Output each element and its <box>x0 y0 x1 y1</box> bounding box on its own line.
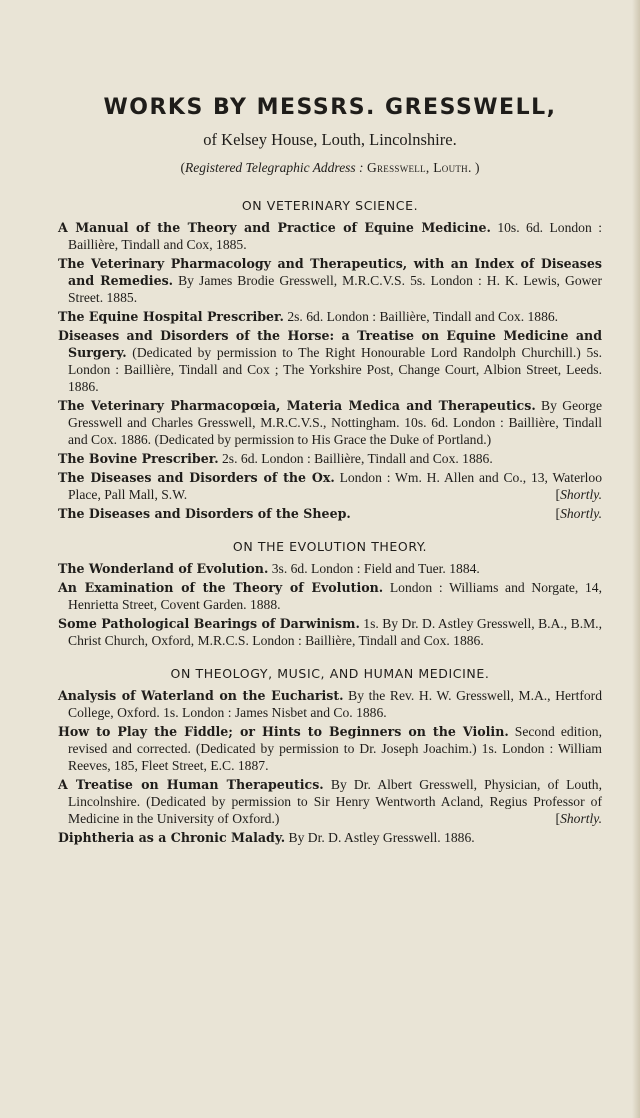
book-details: 2s. 6d. London : Baillière, Tindall and Cox. 1886. <box>283 309 559 324</box>
book-entry <box>58 255 602 306</box>
book-entry <box>58 327 602 395</box>
book-title: A Treatise on Human Therapeutics. <box>58 777 324 792</box>
book-title: The Diseases and Disorders of the Ox. <box>58 470 335 485</box>
book-entry <box>58 687 602 721</box>
book-title: Some Pathological Bearings of Darwinism. <box>58 616 360 631</box>
book-details: London : Williams and Norgate, 14, Henrietta Street, Covent Garden. 1888. <box>68 580 602 612</box>
telegraphic-address <box>58 160 602 176</box>
section-heading: ON VETERINARY SCIENCE. <box>241 198 419 213</box>
book-title: The Bovine Prescriber. <box>58 451 219 466</box>
book-title: The Equine Hospital Prescriber. <box>58 309 284 324</box>
page-title: WORKS BY MESSRS. GRESSWELL, <box>103 95 557 120</box>
book-entry <box>58 723 602 774</box>
book-title: A Manual of the Theory and Practice of Equine Medicine. <box>58 220 491 235</box>
book-title: Diphtheria as a Chronic Malady. <box>58 830 286 845</box>
book-entry <box>58 560 602 577</box>
book-entry <box>58 397 602 448</box>
book-entry <box>58 615 602 649</box>
sections-container <box>58 198 602 846</box>
page-edge-shadow <box>632 0 640 1118</box>
telegraphic-open-paren: ( <box>180 160 185 175</box>
book-details: 3s. 6d. London : Field and Tuer. 1884. <box>268 561 480 576</box>
book-entry <box>58 308 602 325</box>
book-title: The Veterinary Pharmacopœia, Materia Medica and Therapeutics. <box>58 398 536 413</box>
section-1 <box>58 539 602 649</box>
page-subtitle: of Kelsey House, Louth, Lincolnshire. <box>203 130 457 149</box>
book-details: By Dr. Albert Gresswell, Physician, of Louth, Lincolnshire. (Dedicated by permission to Sir Henry Wentworth Acland, Regius Professor of Medicine in the University of Oxford.) <box>68 777 602 826</box>
book-details: 2s. 6d. London : Baillière, Tindall and Cox. 1886. <box>218 451 493 466</box>
book-details: (Dedicated by permission to The Right Honourable Lord Randolph Churchill.) 5s. London : Baillière, Tindall and Cox ; The Yorkshire Post, Change Court, Albion Street, Leeds. 1886. <box>68 345 602 394</box>
book-title: The Diseases and Disorders of the Sheep. <box>58 506 351 521</box>
book-entry <box>58 469 602 503</box>
book-entry <box>58 829 602 846</box>
book-details: 10s. 6d. London : Baillière, Tindall and Cox, 1885. <box>68 220 602 252</box>
book-entry <box>58 505 602 522</box>
book-details: By Dr. D. Astley Gresswell. 1886. <box>285 830 475 845</box>
book-title: An Examination of the Theory of Evolution. <box>58 580 384 595</box>
section-0 <box>58 198 602 522</box>
book-details: By the Rev. H. W. Gresswell, M.A., Hertford College, Oxford. 1s. London : James Nisbet and Co. 1886. <box>68 688 602 720</box>
book-details: 1s. By Dr. D. Astley Gresswell, B.A., B.M., Christ Church, Oxford, M.R.C.S. London : Baillière, Tindall and Cox. 1886. <box>68 616 602 648</box>
telegraphic-label: Registered Telegraphic Address : <box>184 160 364 175</box>
publication-note: [ Shortly. <box>556 810 602 827</box>
book-details: By George Gresswell and Charles Gresswell, M.R.C.V.S., Nottingham. 10s. 6d. London : Baillière, Tindall and Cox. 1886. (Dedicated by permission to His Grace the Duke of Portland.) <box>68 398 603 447</box>
book-title: Analysis of Waterland on the Eucharist. <box>58 688 344 703</box>
publication-note: [ Shortly. <box>556 505 602 522</box>
book-entry <box>58 776 602 827</box>
publication-note: [ Shortly. <box>556 486 602 503</box>
book-entry <box>58 219 602 253</box>
book-details: By James Brodie Gresswell, M.R.C.V.S. 5s. London : H. K. Lewis, Gower Street. 1885. <box>68 273 602 305</box>
section-heading: ON THEOLOGY, MUSIC, AND HUMAN MEDICINE. <box>170 666 490 681</box>
book-details: London : Wm. H. Allen and Co., 13, Waterloo Place, Pall Mall, S.W. <box>68 470 603 502</box>
telegraphic-close-paren: ) <box>471 160 480 175</box>
section-heading: ON THE EVOLUTION THEORY. <box>232 539 428 554</box>
section-2 <box>58 666 602 846</box>
book-entry <box>58 450 602 467</box>
book-title: Diseases and Disorders of the Horse: a Treatise on Equine Medicine and Surgery. <box>58 328 602 360</box>
book-title: The Veterinary Pharmacology and Therapeutics, with an Index of Diseases and Remedies. <box>58 256 602 288</box>
book-title: The Wonderland of Evolution. <box>58 561 269 576</box>
book-entry <box>58 579 602 613</box>
book-details: Second edition, revised and corrected. (Dedicated by permission to Dr. Joseph Joachim.) 1s. London : William Reeves, 185, Fleet Street, E.C. 1887. <box>68 724 602 773</box>
book-title: How to Play the Fiddle; or Hints to Beginners on the Violin. <box>58 724 509 739</box>
telegraphic-value: Gresswell, Louth. <box>366 160 472 175</box>
